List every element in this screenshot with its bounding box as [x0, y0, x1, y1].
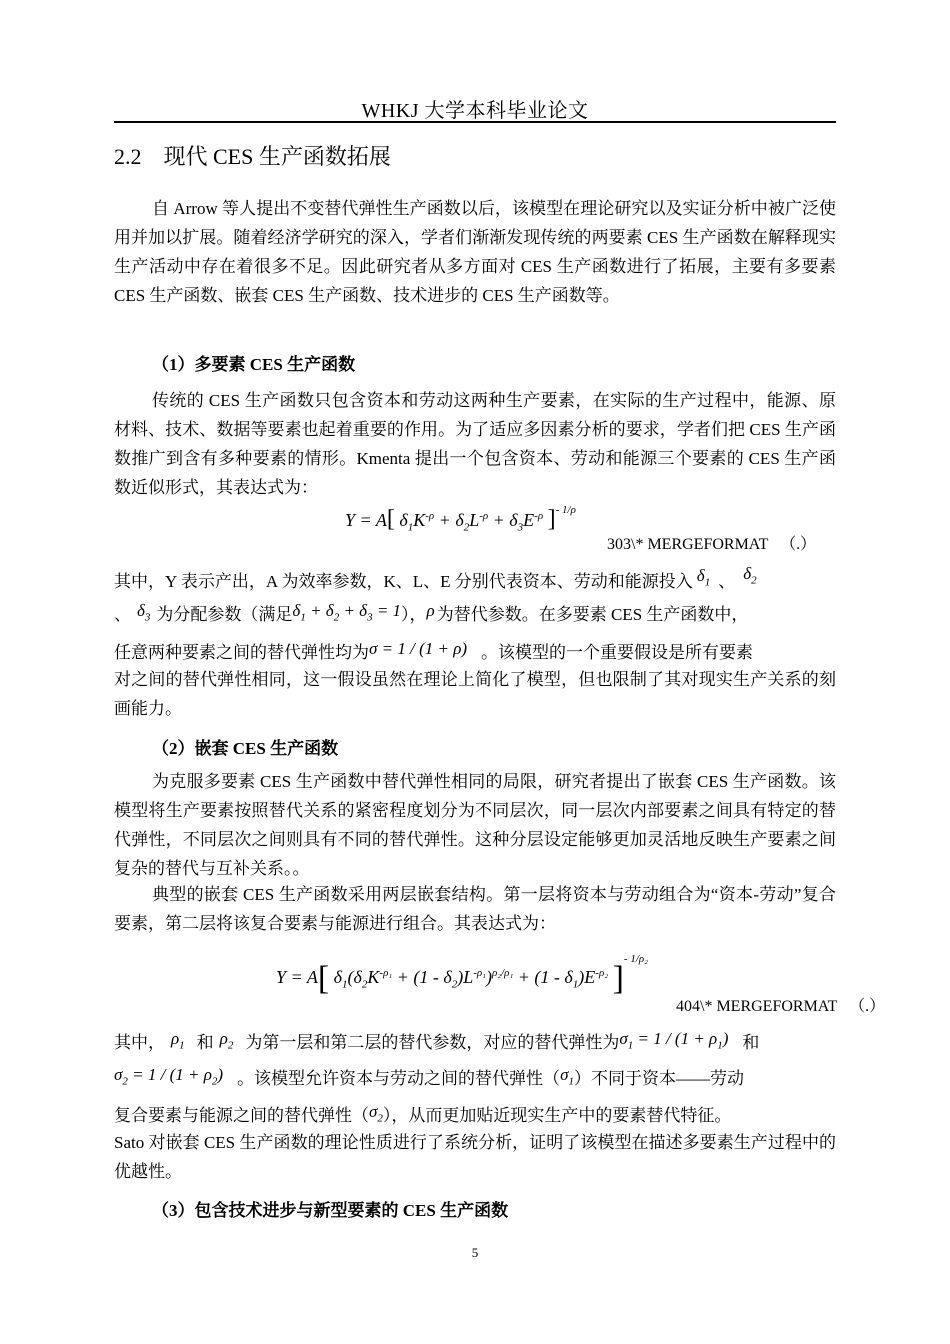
nested-paragraph-3: Sato 对嵌套 CES 生产函数的理论性质进行了系统分析，证明了该模型在描述多要素生产过程中的优越性。	[114, 1133, 836, 1181]
text-line	[114, 1101, 731, 1128]
intro-paragraph: 自 Arrow 等人提出不变替代弹性生产函数以后，该模型在理论研究以及实证分析中被广泛使用并加以扩展。随着经济学研究的深入，学者们渐渐发现传统的两要素 CES 生产函数在解释现实生产活动中存在着很多不足。因此研究者从多方面对 CES 生产函数进行了拓展，主要有多要素 CES 生产函数、嵌套 CES 生产函数、技术进步的 CES 生产函数等。	[114, 199, 836, 305]
text-fragment: 和	[196, 1033, 214, 1052]
page-number: 5	[471, 1245, 479, 1260]
text-fragment: 复合要素与能源之间的替代弹性（	[114, 1106, 369, 1125]
text-line	[114, 638, 753, 663]
subheading-multi-factor: （1）多要素 CES 生产函数	[152, 355, 356, 374]
nested-paragraph-1: 为克服多要素 CES 生产函数中替代弹性相同的局限，研究者提出了嵌套 CES 生产函数。该模型将生产要素按照替代关系的紧密程度划分为不同层次，同一层次内部要素之间具有特定的替代弹性，不同层次之间则具有不同的替代弹性。这种分层设定能够更加灵活地反映生产要素之间复杂的替代与互补关系。。	[114, 772, 836, 878]
text-fragment: 和	[742, 1033, 760, 1052]
text-fragment: ），	[401, 605, 427, 624]
equation-tag-1: 303\* MERGEFORMAT （.）	[607, 536, 817, 553]
text-fragment: 。该模型允许资本与劳动之间的替代弹性（	[237, 1069, 561, 1088]
math-rho: ρ	[426, 601, 435, 620]
math-rho2: $\rho_2$	[219, 1029, 234, 1052]
multi-factor-paragraph-cont: 对之间的替代弹性相同，这一假设虽然在理论上简化了模型，但也限制了其对现实生产关系的刻画能力。	[114, 670, 836, 718]
text-fragment: 、	[114, 605, 131, 624]
text-line	[114, 600, 748, 627]
equation-multi-factor-ces: Y = A[ $\delta_1K^{-\rho} + \delta_2L^{-\rho} + \delta_3E^{-\rho}$ ]$^{- 1/\rho}$	[345, 504, 576, 534]
text-fragment: 为第一层和第二层的替代参数，对应的替代弹性为	[245, 1033, 620, 1052]
math-delta1: $\delta_1$	[696, 566, 711, 589]
header-rule	[114, 121, 836, 123]
text-fragment: ）不同于资本——劳动	[573, 1069, 744, 1088]
text-line	[114, 1028, 759, 1055]
text-fragment: 为分配参数（满足	[156, 605, 293, 624]
text-fragment: ），从而更加贴近现实生产中的要素替代特征。	[382, 1106, 732, 1125]
equation-nested-ces: Y = A[ $\delta_1(\delta_2K^{-\rho_1} + (1 - \delta_2)L^{-\rho_1})^{\rho_2/\rho_1} + (1 - \delta_1)E^{-\rho_2}$ ]$^{- 1/\rho_2}$	[276, 953, 648, 997]
math-sigma: σ = 1 / (1 + ρ)	[369, 639, 468, 658]
math-sigma1-inline: $\sigma_1$	[560, 1065, 574, 1088]
text-line	[114, 1064, 744, 1091]
subheading-tech-progress: （3）包含技术进步与新型要素的 CES 生产函数	[152, 1201, 509, 1220]
math-delta-sum: $\delta_1 + \delta_2 + \delta_3 = 1$	[292, 601, 402, 624]
math-delta3: $\delta_3$	[137, 601, 151, 624]
math-rho1: $\rho_1$	[171, 1029, 185, 1052]
text-fragment: 其中，	[114, 1033, 165, 1052]
subheading-nested: （2）嵌套 CES 生产函数	[152, 739, 339, 758]
math-delta2: $\delta_2$	[743, 564, 757, 587]
text-fragment: 为替代参数。在多要素 CES 生产函数中，	[436, 605, 749, 624]
math-sigma2: $\sigma_2 = 1 / (1 + \rho_2)$	[114, 1065, 224, 1088]
multi-factor-paragraph: 传统的 CES 生产函数只包含资本和劳动这两种生产要素，在实际的生产过程中，能源、原材料、技术、数据等要素也起着重要的作用。为了适应多因素分析的要求，学者们把 CES 生产函数推广到含有多种要素的情形。Kmenta 提出一个包含资本、劳动和能源三个要素的 CES 生产函数近似形式，其表达式为：	[114, 391, 836, 497]
running-header: WHKJ 大学本科毕业论文	[361, 100, 589, 122]
math-sigma1: $\sigma_1 = 1 / (1 + \rho_1)$	[619, 1029, 729, 1052]
text-line: 其中，Y 表示产出，A 为效率参数，K、L、E 分别代表资本、劳动和能源投入 $\delta_1$ 、 $\delta_2$	[114, 564, 757, 591]
nested-paragraph-2: 典型的嵌套 CES 生产函数采用两层嵌套结构。第一层将资本与劳动组合为“资本-劳动”复合要素，第二层将该复合要素与能源进行组合。其表达式为：	[114, 885, 836, 933]
equation-tag-2: 404\* MERGEFORMAT （.）	[676, 998, 886, 1015]
text-fragment: 其中，Y 表示产出，A 为效率参数，K、L、E 分别代表资本、劳动和能源投入	[114, 572, 693, 591]
text-fragment: 。该模型的一个重要假设是所有要素	[481, 643, 754, 662]
math-sigma2-inline: $\sigma_2$	[369, 1102, 383, 1125]
section-title: 2.2 现代 CES 生产函数拓展	[114, 144, 391, 169]
text-fragment: 任意两种要素之间的替代弹性均为	[114, 643, 369, 662]
